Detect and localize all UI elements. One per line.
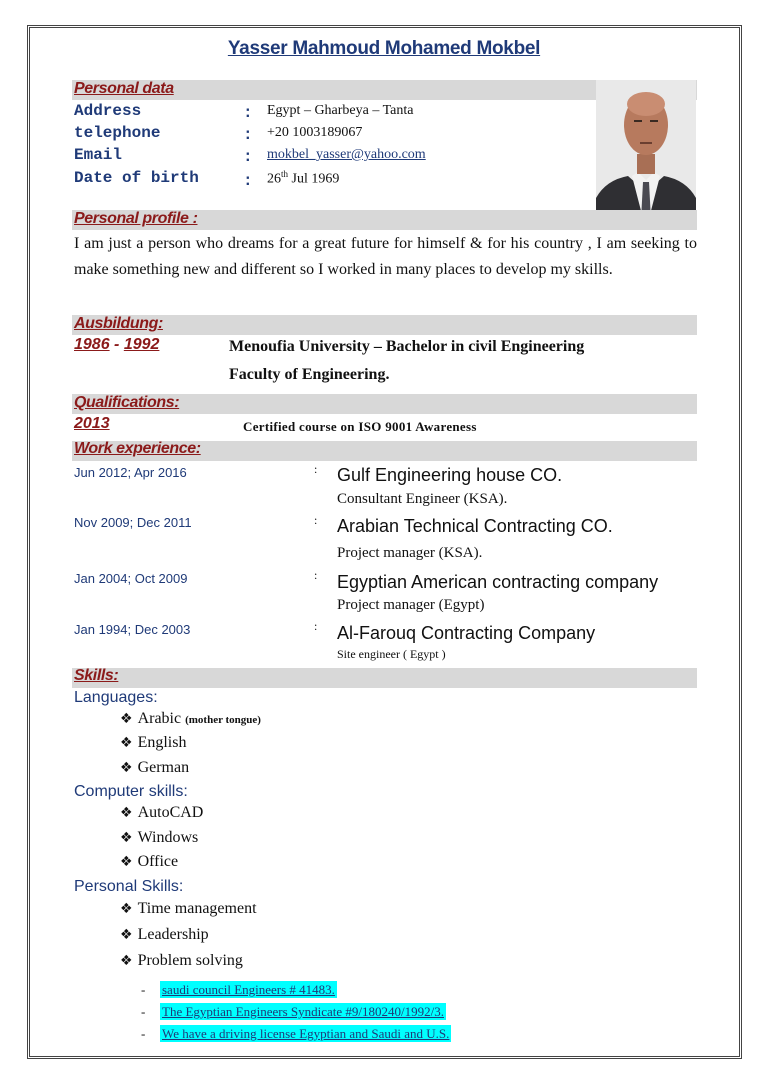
birth-colon: : bbox=[243, 172, 253, 190]
work-dates: Jan 1994; Dec 2003 bbox=[74, 622, 191, 637]
work-role: Project manager (KSA). bbox=[337, 545, 483, 561]
education-faculty: Faculty of Engineering. bbox=[229, 366, 390, 383]
work-dates: Jan 2004; Oct 2009 bbox=[74, 571, 188, 586]
extra-item: - saudi council Engineers # 41483. bbox=[141, 982, 335, 997]
qualification-text: Certified course on ISO 9001 Awareness bbox=[243, 419, 477, 434]
education-years: 1986 - 1992 bbox=[74, 336, 160, 353]
personal-skill-item: ❖ Leadership bbox=[120, 926, 209, 943]
section-heading-work: Work experience: bbox=[74, 440, 201, 457]
extra-item: - We have a driving license Egyptian and Saudi and U.S. bbox=[141, 1026, 450, 1041]
telephone-colon: : bbox=[243, 126, 253, 144]
languages-title: Languages: bbox=[74, 689, 158, 706]
education-degree: Menoufia University – Bachelor in civil Engineering bbox=[229, 338, 585, 355]
work-role: Project manager (Egypt) bbox=[337, 597, 485, 613]
profile-text: I am just a person who dreams for a great future for himself & for his country , I am seeking to make something new and different so I worked in many places to develop my skills. bbox=[74, 235, 697, 278]
personal-skill-item: ❖ Time management bbox=[120, 900, 257, 917]
work-company: Al-Farouq Contracting Company bbox=[337, 623, 596, 643]
telephone-label: telephone bbox=[74, 124, 161, 142]
section-heading-qualifications: Qualifications: bbox=[74, 394, 180, 411]
work-dates: Nov 2009; Dec 2011 bbox=[74, 515, 192, 530]
language-item: ❖ German bbox=[120, 759, 190, 776]
section-heading-skills: Skills: bbox=[74, 667, 119, 684]
profile-photo bbox=[596, 80, 696, 230]
section-bar-education bbox=[72, 315, 697, 335]
personal-skills-title: Personal Skills: bbox=[74, 878, 184, 895]
work-company: Egyptian American contracting company bbox=[337, 572, 659, 592]
computer-skill-item: ❖ Windows bbox=[120, 829, 199, 846]
computer-skill-item: ❖ AutoCAD bbox=[120, 804, 204, 821]
work-colon: : bbox=[314, 513, 318, 527]
qualification-year: 2013 bbox=[74, 415, 110, 432]
address-label: Address bbox=[74, 102, 142, 120]
address-colon: : bbox=[243, 104, 253, 122]
section-heading-education: Ausbildung: bbox=[74, 315, 163, 332]
candidate-name: Yasser Mahmoud Mohamed Mokbel bbox=[227, 38, 541, 59]
work-company: Arabian Technical Contracting CO. bbox=[337, 516, 613, 536]
work-colon: : bbox=[314, 568, 318, 582]
extra-item: - The Egyptian Engineers Syndicate #9/180240/1992/3. bbox=[141, 1004, 444, 1019]
section-bar-skills bbox=[72, 668, 697, 688]
personal-skill-item: ❖ Problem solving bbox=[120, 952, 243, 969]
computer-skill-item: ❖ Office bbox=[120, 853, 179, 870]
work-role: Site engineer ( Egypt ) bbox=[337, 647, 446, 661]
work-colon: : bbox=[314, 462, 318, 476]
work-company: Gulf Engineering house CO. bbox=[337, 465, 563, 485]
telephone-value: +20 1003189067 bbox=[267, 125, 363, 140]
section-heading-personal: Personal data bbox=[74, 80, 174, 97]
work-role: Consultant Engineer (KSA). bbox=[337, 491, 508, 507]
email-label: Email bbox=[74, 146, 123, 164]
computer-skills-title: Computer skills: bbox=[74, 783, 188, 800]
birth-value: 26th Jul 1969 bbox=[267, 169, 340, 187]
email-colon: : bbox=[243, 148, 253, 166]
work-colon: : bbox=[314, 619, 318, 633]
birth-label: Date of birth bbox=[74, 169, 199, 187]
address-value: Egypt – Gharbeya – Tanta bbox=[267, 103, 414, 118]
language-item: ❖ English bbox=[120, 734, 187, 751]
email-link[interactable]: mokbel_yasser@yahoo.com bbox=[267, 147, 426, 162]
work-dates: Jun 2012; Apr 2016 bbox=[74, 465, 187, 480]
section-heading-profile: Personal profile : bbox=[74, 210, 198, 227]
language-item: ❖ Arabic (mother tongue) bbox=[120, 710, 261, 727]
